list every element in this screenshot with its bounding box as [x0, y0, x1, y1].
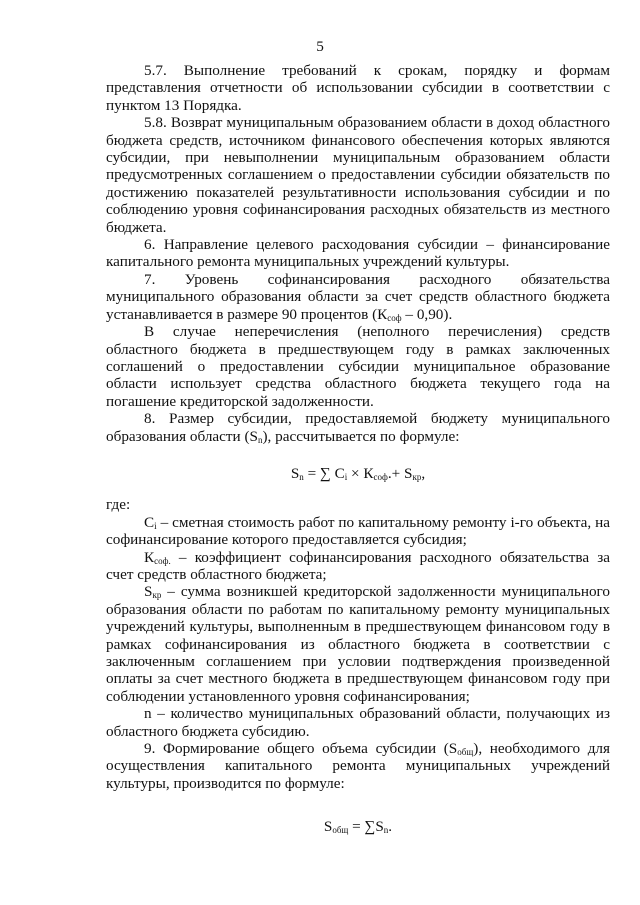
formula-k-sub: соф [373, 471, 388, 482]
formula2-s: S [323, 818, 333, 836]
formula2-sum: = ∑S [348, 818, 384, 836]
paragraph-8-text: 8. Размер субсидии, предоставляемой бюджету муниципального образования области (S [106, 410, 610, 445]
paragraph-7-tail: – 0,90). [401, 305, 453, 323]
formula-subsidy [106, 465, 610, 482]
formula-kr-sub: кр [412, 471, 422, 482]
page-number: 5 [316, 38, 324, 55]
skr-symbol: S [144, 583, 153, 601]
paragraph-9-tail: ), необходимого для осуществления капитального ремонта муниципальных учреждений культуры, производится по формуле: [106, 740, 611, 792]
ci-symbol: C [144, 513, 155, 531]
paragraph-9-text: 9. Формирование общего объема субсидии (S [144, 740, 458, 758]
where-label: где: [106, 496, 131, 514]
skr-definition-text: – сумма возникшей кредиторской задолженности муниципального образования области по работам по капитальному ремонту муниципальных учреждений культуры, выполненным в предшествующем финансовом году в рамках софинансирования из областного бюджета в соответствии с заключенным соглашением при условии подтверждения произведенной оплаты за счет местного бюджета в предшествующем финансовом году при соблюдении установленного уровня софинансирования; [106, 583, 610, 705]
formula-ci-sub: i [344, 471, 348, 482]
paragraph-7 [106, 288, 610, 323]
sobsch-subscript: общ [457, 747, 474, 758]
paragraph-7-continuation: В случае неперечисления (неполного перечисления) средств областного бюджета в предшествующем году в рамках заключенных соглашений о предоставлении субсидии муниципальное образование области использует средства областного бюджета текущего года на погашение кредиторской задолженности. [106, 323, 610, 410]
paragraph-6: 6. Направление целевого расходования субсидии – финансирование капитального ремонта муниципальных учреждений культуры. [106, 236, 610, 271]
sn-subscript: n [257, 434, 263, 445]
paragraph-5-7-line1: 5.7. Выполнение требований к срокам, порядку и формам [144, 62, 610, 79]
paragraph-7-line1: 7. Уровень софинансирования расходного обязательства [144, 270, 610, 288]
k-symbol: К [144, 548, 155, 566]
formula-sum-c: = ∑ C [303, 464, 345, 482]
k-definition-text: – коэффициент софинансирования расходного обязательства за счет средств областного бюджета; [106, 548, 610, 583]
definition-k [106, 549, 610, 584]
formula-total [106, 818, 610, 835]
formula2-s-sub: общ [332, 825, 349, 836]
formula-end: , [421, 464, 426, 482]
formula2-n-sub: n [383, 825, 389, 836]
k-sof-subscript: соф [387, 312, 402, 323]
document-body [106, 62, 610, 836]
formula-s-sub: n [299, 471, 304, 482]
formula-s: S [290, 464, 300, 482]
paragraph-7-text: муниципального образования области за счет средств областного бюджета устанавливается в размере 90 процентов (К [106, 288, 610, 323]
paragraph-9 [106, 740, 610, 792]
paragraph-8-tail: ), рассчитывается по формуле: [262, 427, 460, 445]
paragraph-8 [106, 410, 610, 445]
definition-skr [106, 583, 610, 705]
definition-n: n – количество муниципальных образований области, получающих из областного бюджета субсидию. [106, 705, 610, 740]
k-subscript: соф. [154, 555, 171, 566]
definition-ci [106, 514, 610, 549]
ci-subscript: i [154, 520, 157, 531]
formula-times-k: × К [347, 464, 374, 482]
ci-definition-text: – сметная стоимость работ по капитальному ремонту i-го объекта, на софинансирование которого предоставляется субсидия; [106, 513, 610, 549]
formula2-end: . [388, 818, 393, 836]
skr-subscript: кр [152, 590, 162, 601]
paragraph-5-8: 5.8. Возврат муниципальным образованием области в доход областного бюджета средств, источником финансового обеспечения которых являются субсидии, при невыполнении муниципальным образованием области предусмотренных соглашением о предоставлении субсидии обязательств по достижению показателей результативности использования субсидии и по соблюдению уровня софинансирования расходных обязательств из местного бюджета. [106, 114, 610, 236]
paragraph-5-7: представления отчетности об использовании субсидии в соответствии с пунктом 13 Порядка. [106, 79, 610, 114]
formula-plus-s: .+ S [387, 464, 413, 482]
